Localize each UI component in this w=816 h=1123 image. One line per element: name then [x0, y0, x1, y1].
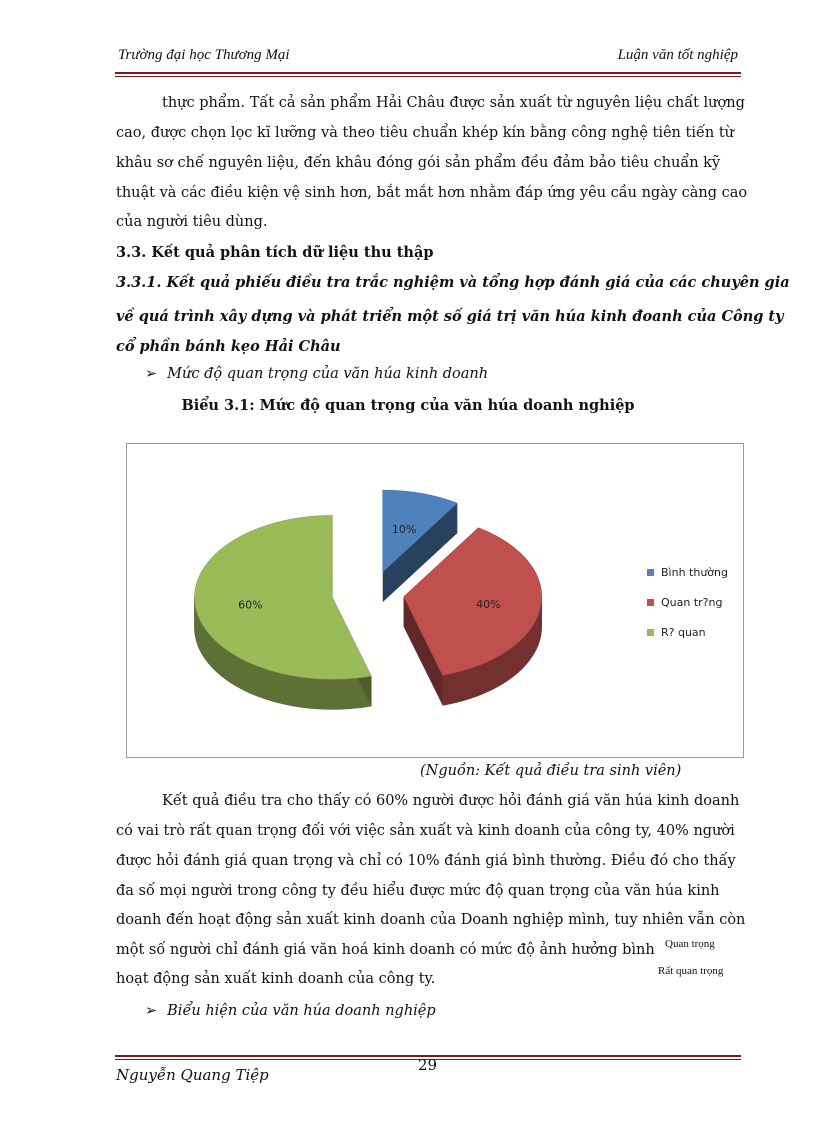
- chart-source: (Nguồn: Kết quả điều tra sinh viên): [420, 763, 682, 779]
- result-line-4: đa số mọi người trong công ty đều hiểu được mức độ quan trọng của văn húa kinh: [116, 883, 720, 899]
- subsection-line-2: về quá trình xây dựng và phát triển một số giá trị văn húa kinh đoanh của Công ty: [116, 308, 784, 325]
- floating-label-rat-quan-trong: Rất quan trọng: [658, 965, 724, 977]
- intro-line-5: của người tiêu dùng.: [116, 214, 268, 230]
- footer-author: Nguyễn Quang Tiệp: [116, 1066, 269, 1084]
- legend-label-0: Bình thường: [661, 566, 728, 579]
- result-line-3: được hỏi đánh giá quan trọng và chỉ có 10% đánh giá bình thường. Điều đó cho thấy: [116, 853, 736, 869]
- floating-label-quan-trong: Quan trọng: [665, 938, 715, 950]
- result-line-1: Kết quả điều tra cho thấy có 60% người được hỏi đánh giá văn húa kinh doanh: [162, 793, 740, 809]
- subsection-line-1: 3.3.1. Kết quả phiếu điều tra trắc nghiệm và tổng hợp đánh giá của các chuyên gia: [116, 274, 790, 291]
- chart-frame: [126, 443, 744, 758]
- legend-swatch-0: [647, 569, 654, 576]
- header-rule-thin: [115, 76, 741, 77]
- result-line-7: hoạt động sản xuất kinh doanh của công ty.: [116, 971, 436, 987]
- intro-line-4: thuật và các điều kiện vệ sinh hơn, bắt mắt hơn nhằm đáp ứng yêu cầu ngày càng cao: [116, 185, 748, 201]
- bullet-importance: [145, 366, 488, 382]
- page-number: 29: [418, 1056, 438, 1074]
- legend-label-1: Quan tr?ng: [661, 596, 723, 609]
- intro-line-2: cao, được chọn lọc kĩ lưỡng và theo tiêu chuẩn khép kín bằng công nghệ tiên tiến từ: [116, 125, 734, 141]
- subsection-line-3: cổ phần bánh kẹo Hải Châu: [116, 338, 341, 355]
- pie-label-1: 40%: [476, 598, 501, 611]
- bullet-expression: [145, 1003, 436, 1019]
- section-heading: 3.3. Kết quả phân tích dữ liệu thu thập: [116, 244, 434, 261]
- arrow-bullet-icon: ➢: [145, 366, 158, 382]
- result-line-5: doanh đến hoạt động sản xuất kinh doanh của Doanh nghiệp mình, tuy nhiên vẫn còn: [116, 912, 746, 928]
- header-left: Trường đại học Thương Mại: [118, 47, 290, 63]
- intro-line-1: thực phẩm. Tất cả sản phẩm Hải Châu được sản xuất từ nguyên liệu chất lượng: [162, 95, 745, 111]
- pie-chart: [127, 444, 743, 757]
- bullet-expression-text: Biểu hiện của văn húa doanh nghiệp: [167, 1003, 436, 1019]
- header-right: Luận văn tốt nghiệp: [617, 47, 738, 63]
- header-rule: [115, 72, 741, 74]
- result-line-2: có vai trò rất quan trọng đối với việc sản xuất và kinh doanh của công ty, 40% người: [116, 823, 735, 839]
- bullet-importance-text: Mức độ quan trọng của văn húa kinh doanh: [167, 366, 489, 382]
- legend-swatch-1: [647, 599, 654, 606]
- result-line-6: một số người chỉ đánh giá văn hoá kinh doanh có mức độ ảnh hưởng bình: [116, 942, 655, 958]
- legend-label-2: R? quan: [661, 626, 706, 639]
- arrow-bullet-icon: ➢: [145, 1003, 158, 1019]
- intro-line-3: khâu sơ chế nguyên liệu, đến khâu đóng gói sản phẩm đều đảm bảo tiêu chuẩn kỹ: [116, 155, 721, 171]
- pie-label-0: 10%: [391, 522, 417, 536]
- legend-swatch-2: [647, 629, 654, 636]
- pie-label-2: 60%: [238, 598, 263, 612]
- chart-caption: Biểu 3.1: Mức độ quan trọng của văn húa doanh nghiệp: [181, 397, 635, 414]
